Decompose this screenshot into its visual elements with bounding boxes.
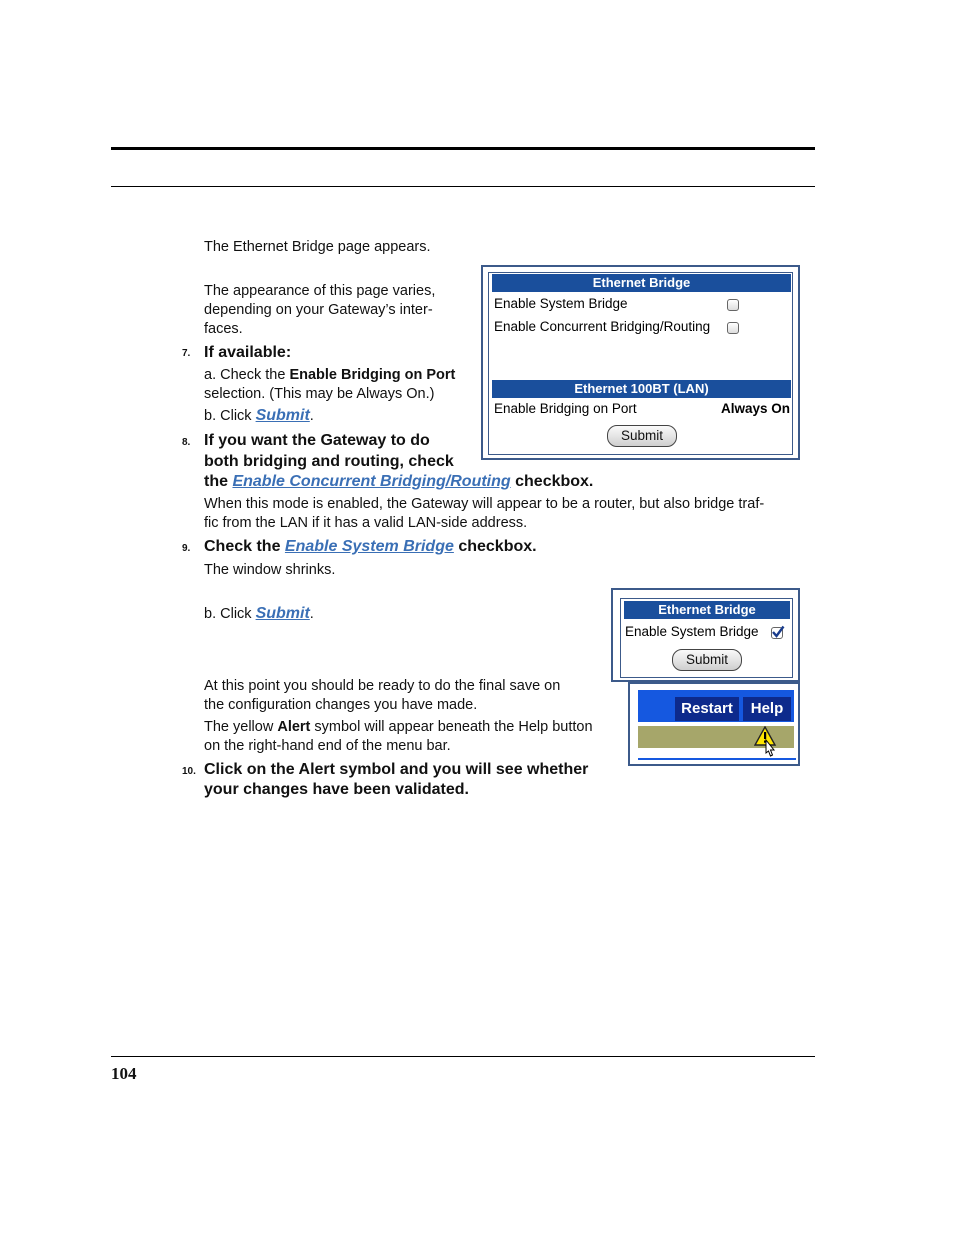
ethernet-bridge-header: Ethernet Bridge [492, 274, 791, 292]
enable-concurrent-bridging-link[interactable]: Enable Concurrent Bridging/Routing [232, 473, 511, 490]
step-7a-bold: Enable Bridging on Port [289, 367, 456, 383]
ethernet-bridge-header-2: Ethernet Bridge [624, 601, 790, 619]
enable-bridging-on-port-label: Enable Bridging on Port [494, 401, 637, 416]
step-8-line1: If you want the Gateway to do [204, 432, 430, 449]
submit-link-2[interactable]: Submit [255, 605, 310, 622]
step-10-line2: your changes have been validated. [204, 781, 469, 798]
step-8-number: 8. [182, 437, 191, 448]
appearance-note: The appearance of this page varies, depending on your Gateway’s inter-faces. [204, 283, 436, 337]
step-7a-suffix: selection. (This may be Always On.) [204, 386, 435, 402]
intro-text: The Ethernet Bridge page appears. [204, 239, 431, 255]
help-button[interactable]: Help [743, 697, 791, 721]
alert-line1 [204, 718, 593, 737]
step-8-desc1: When this mode is enabled, the Gateway will appear to be a router, but also bridge traf- [204, 496, 765, 512]
step-8-desc2: fic from the LAN if it has a valid LAN-side address. [204, 515, 528, 531]
submit-button-2[interactable]: Submit [672, 649, 742, 671]
footer-rule [111, 1056, 815, 1057]
ethernet-bridge-shrunk-screenshot [611, 588, 800, 682]
page-number: 104 [111, 1064, 137, 1083]
ethernet-lan-header: Ethernet 100BT (LAN) [492, 380, 791, 398]
ethernet-bridge-screenshot [481, 265, 800, 460]
step-9-line [204, 537, 537, 558]
enable-system-bridge-checkbox[interactable] [727, 299, 739, 311]
alert-suffix: symbol will appear beneath the Help button [310, 719, 593, 735]
alert-line2: on the right-hand end of the menu bar. [204, 738, 451, 754]
enable-system-bridge-label: Enable System Bridge [494, 296, 628, 311]
step-10-line1: Click on the Alert symbol and you will see whether [204, 761, 589, 778]
step-7a-prefix: a. Check the [204, 367, 290, 383]
window-shrinks-text: The window shrinks. [204, 562, 336, 578]
submit-button[interactable]: Submit [607, 425, 677, 447]
step-9-suffix: checkbox. [453, 538, 537, 555]
alert-prefix: The yellow [204, 719, 278, 735]
enable-system-bridge-checkbox-checked[interactable] [771, 627, 783, 639]
alert-warning-icon[interactable] [754, 726, 780, 760]
step-8-line3-suffix: checkbox. [510, 473, 594, 490]
step-7-number: 7. [182, 348, 191, 359]
step-9-number: 9. [182, 543, 191, 554]
step-9b-prefix: b. Click [204, 606, 256, 622]
header-rule-thin [111, 186, 815, 187]
final-save-line1: At this point you should be ready to do the final save on [204, 678, 561, 694]
header-rule-thick [111, 147, 815, 150]
final-save-line2: the configuration changes you have made. [204, 697, 478, 713]
step-7b-suffix: . [309, 408, 314, 424]
step-8-line2: both bridging and routing, check [204, 453, 454, 470]
menu-bar-screenshot [628, 682, 800, 766]
step-7-title: If available: [204, 344, 292, 361]
submit-link[interactable]: Submit [255, 407, 310, 424]
step-8-line3 [204, 472, 593, 493]
step-7b-line [204, 406, 314, 426]
enable-concurrent-bridging-label: Enable Concurrent Bridging/Routing [494, 319, 711, 334]
restart-button[interactable]: Restart [675, 697, 739, 721]
menu-bottom-line [638, 758, 796, 760]
enable-concurrent-bridging-checkbox[interactable] [727, 322, 739, 334]
step-8-line3-prefix: the [204, 473, 233, 490]
step-7a-line [204, 366, 455, 385]
step-9b-line [204, 604, 314, 624]
step-9-prefix: Check the [204, 538, 285, 555]
always-on-value: Always On [721, 401, 791, 416]
alert-bold: Alert [277, 719, 311, 735]
step-7b-prefix: b. Click [204, 408, 256, 424]
checkmark-icon [771, 625, 785, 639]
step-9b-suffix: . [309, 606, 314, 622]
step-10-number: 10. [182, 766, 196, 777]
enable-system-bridge-link[interactable]: Enable System Bridge [284, 538, 454, 555]
enable-system-bridge-label-2: Enable System Bridge [625, 624, 759, 639]
